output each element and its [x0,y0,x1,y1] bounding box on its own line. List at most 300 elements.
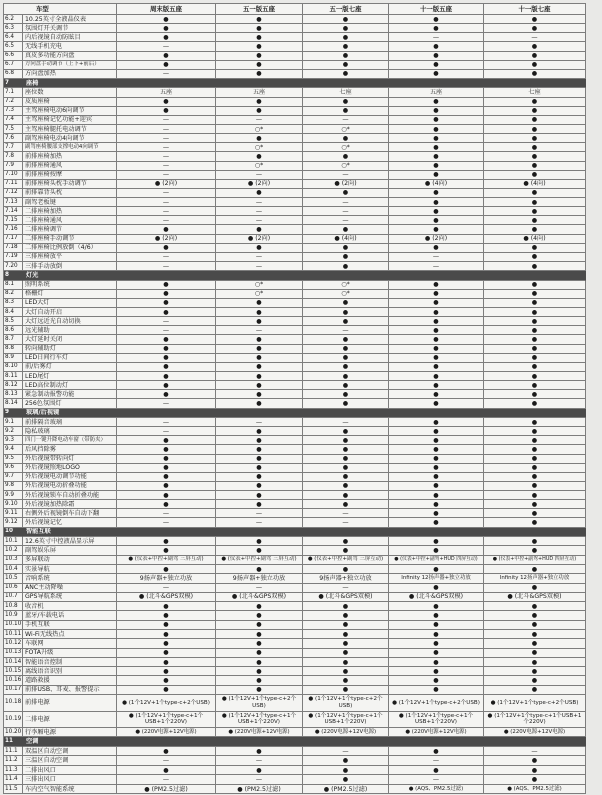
spec-value: ● [303,667,389,676]
spec-value: 七座 [484,88,586,97]
item-number: 7.4 [4,116,23,125]
item-number: 10.3 [4,556,23,565]
spec-value: ● [216,667,303,676]
spec-value: — [117,143,216,152]
item-number: 6.5 [4,42,23,51]
item-number: 9.9 [4,491,23,500]
item-name: 内后视镜自动防眩目 [23,33,117,42]
item-number: 6.8 [4,70,23,79]
spec-row [4,372,586,381]
spec-value: ● [303,686,389,695]
spec-value: — [303,116,389,125]
spec-value: ● [216,639,303,648]
section-number: 7 [4,79,23,88]
spec-row [4,107,586,116]
spec-value: ● (1个12V+1个type-c+1个USB+1个220V) [389,712,484,729]
item-name: 双温区自动空调 [23,747,117,757]
spec-value: — [216,326,303,335]
item-number: 9.7 [4,473,23,482]
spec-value: ● [216,363,303,372]
spec-row [4,33,586,42]
item-name: 多屏联动 [23,556,117,565]
spec-row [4,363,586,372]
spec-row [4,116,586,125]
spec-value: ● [389,70,484,79]
spec-row [4,134,586,143]
spec-value: ● [216,317,303,326]
spec-value: ● [117,24,216,33]
spec-value: ● [216,107,303,116]
spec-value: ● [484,418,586,427]
spec-value: ● [117,308,216,317]
spec-value: ● (1个12V+1个type-c+2个USB) [389,695,484,712]
spec-value: ● [216,565,303,574]
item-number: 10.8 [4,602,23,611]
spec-value: ● (2向) [216,180,303,189]
spec-value: 五座 [216,88,303,97]
section-number: 10 [4,528,23,537]
spec-value: ● [484,143,586,152]
spec-value: ● (1个12V+1个type-c+2个USB) [303,695,389,712]
spec-value: — [389,775,484,785]
spec-value: ● [303,372,389,381]
spec-value: ● [389,676,484,685]
spec-value: ● [117,107,216,116]
item-number: 8.10 [4,363,23,372]
spec-value: ● [117,639,216,648]
spec-value: ● [216,546,303,555]
spec-value: ● [389,107,484,116]
spec-value: — [216,509,303,518]
item-name: 二排座椅比例放倒（4/6） [23,244,117,253]
item-name: 蓝牙/车载电话 [23,611,117,620]
spec-value: ● (4向) [389,180,484,189]
spec-row [4,216,586,225]
item-name: 外后视镜加热除霜 [23,500,117,509]
spec-value: ● [117,464,216,473]
spec-value: ● [389,134,484,143]
spec-value: 五座 [117,88,216,97]
spec-value: ● [484,317,586,326]
spec-value: ● [303,381,389,390]
spec-value: ● [389,244,484,253]
item-name: LED高位制动灯 [23,381,117,390]
spec-table [3,3,586,794]
spec-value: ○* [303,125,389,134]
spec-row [4,712,586,729]
spec-value: ● [389,15,484,24]
spec-value: ● [117,649,216,658]
spec-value: ● [303,537,389,546]
item-number: 10.11 [4,630,23,639]
section-header [4,528,586,537]
spec-value: ● [216,335,303,344]
spec-value: ● [117,491,216,500]
spec-value: ● [303,299,389,308]
item-name: LED大灯 [23,299,117,308]
spec-value: ● [484,546,586,555]
section-title: 灯光 [23,271,586,280]
spec-row [4,399,586,408]
spec-row [4,61,586,70]
spec-value: ● [216,436,303,445]
spec-value: ● [389,565,484,574]
spec-value: ● [117,61,216,70]
spec-value: ● [484,667,586,676]
spec-value: ● (1个12V+1个type-c+1个USB+1个220V) [216,712,303,729]
spec-value: ● [389,52,484,61]
spec-value: ● [389,42,484,51]
model-name: 十一版五座 [389,4,484,15]
spec-row [4,390,586,399]
item-number: 7.12 [4,189,23,198]
spec-value: ● [484,244,586,253]
spec-value: ● [484,464,586,473]
spec-value: ● [303,658,389,667]
spec-value: ● [484,381,586,390]
spec-value: 9扬声器+独立功放 [216,574,303,583]
item-name: 前排USB、耳麦、报警提示 [23,686,117,695]
item-name: 前排隔音玻璃 [23,418,117,427]
spec-value: ● (220V电源+12V电源) [484,728,586,737]
item-number: 7.20 [4,262,23,271]
spec-value: ● [216,686,303,695]
spec-value: ● [484,134,586,143]
spec-value: ● [484,621,586,630]
spec-value: ● [303,24,389,33]
spec-row [4,491,586,500]
spec-value: — [117,42,216,51]
spec-value: — [389,262,484,271]
spec-value: ○* [303,290,389,299]
section-header [4,271,586,280]
spec-value: ● [216,70,303,79]
item-name: 副驾座椅电动4向调节 [23,134,117,143]
spec-row [4,418,586,427]
spec-value: — [117,756,216,766]
section-title: 空调 [23,737,586,746]
spec-value: ● [484,253,586,262]
spec-value: ● [303,482,389,491]
section-number: 11 [4,737,23,746]
item-name: 前/后雾灯 [23,363,117,372]
spec-value: ● [389,152,484,161]
spec-value: ● [389,621,484,630]
spec-value: — [303,518,389,527]
spec-value: ● [117,299,216,308]
spec-value: ● [216,676,303,685]
item-name: 前排座椅头枕手动调节 [23,180,117,189]
spec-row [4,290,586,299]
spec-value: ● [303,455,389,464]
item-number: 10.18 [4,695,23,712]
section-header [4,409,586,418]
section-title: 玻璃/后视镜 [23,409,586,418]
spec-section [4,15,586,79]
spec-value: ● [303,262,389,271]
spec-value: ● [117,455,216,464]
spec-value: ● [389,363,484,372]
spec-value: ● [484,281,586,290]
item-number: 6.2 [4,15,23,24]
spec-value: ● (2向) [117,235,216,244]
spec-value: — [389,756,484,766]
spec-value: ● [389,482,484,491]
spec-value: — [117,125,216,134]
item-name: 前排电源 [23,695,117,712]
item-number: 9.1 [4,418,23,427]
spec-value: ● [484,455,586,464]
spec-value: ● [389,299,484,308]
spec-value: — [117,427,216,436]
item-name: 前排座椅加热 [23,152,117,161]
spec-value: ● [216,134,303,143]
spec-value: ● [303,42,389,51]
spec-value: ● [484,290,586,299]
spec-value: ● [389,171,484,180]
spec-value: ● [484,537,586,546]
spec-value: ● [389,399,484,408]
item-number: 7.19 [4,253,23,262]
spec-value: — [117,775,216,785]
item-name: 二排座椅调节 [23,225,117,234]
item-name: 副驾座椅腰部支撑电动4向调节 [23,143,117,152]
spec-value: ● [389,125,484,134]
item-name: 大灯延时关闭 [23,335,117,344]
spec-section [4,79,586,271]
spec-value: — [216,418,303,427]
item-number: 10.6 [4,584,23,593]
spec-value: ● [117,445,216,454]
spec-value: ● [117,244,216,253]
spec-value: ● [484,427,586,436]
item-number: 10.10 [4,621,23,630]
spec-value: ● [389,537,484,546]
spec-value: ● (220V电源+12V电源) [117,728,216,737]
item-name: Wi-Fi无线热点 [23,630,117,639]
spec-value: ● [484,766,586,776]
spec-value: ● [117,747,216,757]
spec-value: ● [303,308,389,317]
spec-value: ● [117,290,216,299]
spec-value: ● [303,500,389,509]
spec-value: ● [216,381,303,390]
item-name: 三排手动放倒 [23,262,117,271]
item-name: 车内空气智能系统 [23,785,117,795]
spec-row [4,695,586,712]
spec-value: ● [484,61,586,70]
item-number: 9.8 [4,482,23,491]
spec-value: ● (1个12V+1个type-c+2个USB) [216,695,303,712]
spec-value: — [484,747,586,757]
item-name: 无线手机充电 [23,42,117,51]
spec-row [4,593,586,602]
spec-value: — [117,207,216,216]
spec-row [4,189,586,198]
item-number: 10.5 [4,574,23,583]
spec-value: ● [117,473,216,482]
spec-value: ● [303,61,389,70]
item-name: 12.6英寸中控液晶显示屏 [23,537,117,546]
item-name: LED日间行车灯 [23,354,117,363]
item-number: 11.2 [4,756,23,766]
item-name: 紧急制动报警功能 [23,390,117,399]
spec-value: ● [303,436,389,445]
item-name: 格栅灯 [23,290,117,299]
item-number: 10.1 [4,537,23,546]
spec-row [4,162,586,171]
spec-value: ● [117,621,216,630]
spec-value: ● [117,500,216,509]
spec-value: ● [117,686,216,695]
spec-value: ● [303,399,389,408]
item-name: 转向辅助灯 [23,345,117,354]
spec-value: ● [117,390,216,399]
spec-value: ● [389,381,484,390]
spec-value: — [303,326,389,335]
spec-value: ● [484,372,586,381]
spec-value: ● [216,482,303,491]
spec-row [4,500,586,509]
spec-row [4,584,586,593]
item-name: 隐私玻璃 [23,427,117,436]
spec-section [4,528,586,738]
item-name: FOTA升级 [23,649,117,658]
spec-value: ● [389,326,484,335]
spec-row [4,143,586,152]
item-number: 6.6 [4,52,23,61]
spec-value: ● (2向) [389,235,484,244]
spec-value: — [216,756,303,766]
spec-value: ● [389,345,484,354]
spec-value: ● [389,611,484,620]
item-number: 7.1 [4,88,23,97]
spec-value: ● [484,345,586,354]
spec-value: ● [216,61,303,70]
spec-value: ● [389,445,484,454]
spec-value: ● [303,464,389,473]
spec-value: ● (仪表+中控+副驾+HUD 四屏互动) [389,556,484,565]
spec-value: ● [117,667,216,676]
item-name: 主驾座椅腿托电动调节 [23,125,117,134]
spec-value: ● [484,52,586,61]
model-name: 十一版七座 [484,4,586,15]
spec-value: ● [117,225,216,234]
spec-value: ● [117,345,216,354]
item-number: 6.3 [4,24,23,33]
spec-value: ● [389,98,484,107]
spec-value: ● [484,363,586,372]
spec-row [4,244,586,253]
spec-value: — [117,399,216,408]
item-number: 10.9 [4,611,23,620]
spec-value: ● [484,299,586,308]
spec-value: — [484,33,586,42]
item-number: 8.13 [4,390,23,399]
spec-value: ● [484,473,586,482]
spec-value: ● [303,565,389,574]
spec-value: ● [389,281,484,290]
spec-value: Infinity 12扬声器+独立功放 [484,574,586,583]
spec-value: ● [484,584,586,593]
spec-value: ● [389,686,484,695]
spec-value: ● [389,372,484,381]
spec-value: ● [303,775,389,785]
model-column-header: 车型 [4,4,117,15]
spec-value: ● [389,584,484,593]
table-header-row [4,4,586,15]
spec-row [4,445,586,454]
spec-value: ● [216,445,303,454]
spec-row [4,482,586,491]
section-number: 8 [4,271,23,280]
item-number: 6.4 [4,33,23,42]
spec-value: ● (220V电源+12V电源) [303,728,389,737]
spec-value: ● [216,345,303,354]
spec-value: ● [389,354,484,363]
spec-row [4,775,586,785]
item-name: 方向盘手动调节（上下+前后） [23,61,117,70]
item-name: 256色氛围灯 [23,399,117,408]
spec-value: ● [117,363,216,372]
spec-value: ● (PM2.5过滤) [216,785,303,795]
spec-value: ● [216,602,303,611]
spec-value: ● [303,335,389,344]
spec-value: — [303,584,389,593]
spec-value: ● [389,162,484,171]
spec-value: ● [216,15,303,24]
spec-value: ● [484,390,586,399]
spec-value: ● [117,436,216,445]
spec-value: ● [484,482,586,491]
spec-value: ● [389,308,484,317]
spec-value: ● (PM2.5过滤) [303,785,389,795]
spec-value: — [117,134,216,143]
spec-section [4,271,586,408]
spec-value: ● [216,189,303,198]
spec-value: ● [303,52,389,61]
spec-value: ● [216,42,303,51]
spec-value: ● (1个12V+1个type-c+2个USB) [117,695,216,712]
spec-value: ● [216,455,303,464]
item-name: 外后视镜电动调节功能 [23,473,117,482]
spec-value: — [216,171,303,180]
spec-row [4,125,586,134]
section-header [4,737,586,746]
spec-row [4,658,586,667]
item-number: 10.13 [4,649,23,658]
spec-row [4,225,586,234]
spec-value: ● [216,299,303,308]
spec-value: ● [117,565,216,574]
spec-value: ● (北斗&GPS双模) [216,593,303,602]
spec-row [4,335,586,344]
spec-value: — [216,518,303,527]
spec-value: ● [484,565,586,574]
item-number: 10.19 [4,712,23,729]
spec-value: ● [484,445,586,454]
spec-value: 9扬声器+独立功放 [303,574,389,583]
spec-value: ● [216,658,303,667]
item-name: 大灯自动开启 [23,308,117,317]
spec-value: ● [303,630,389,639]
spec-value: ○* [303,143,389,152]
spec-value: ● (2向) [303,180,389,189]
spec-row [4,676,586,685]
item-name: 收音机 [23,602,117,611]
spec-value: ● [303,756,389,766]
spec-value: ● (4向) [484,180,586,189]
